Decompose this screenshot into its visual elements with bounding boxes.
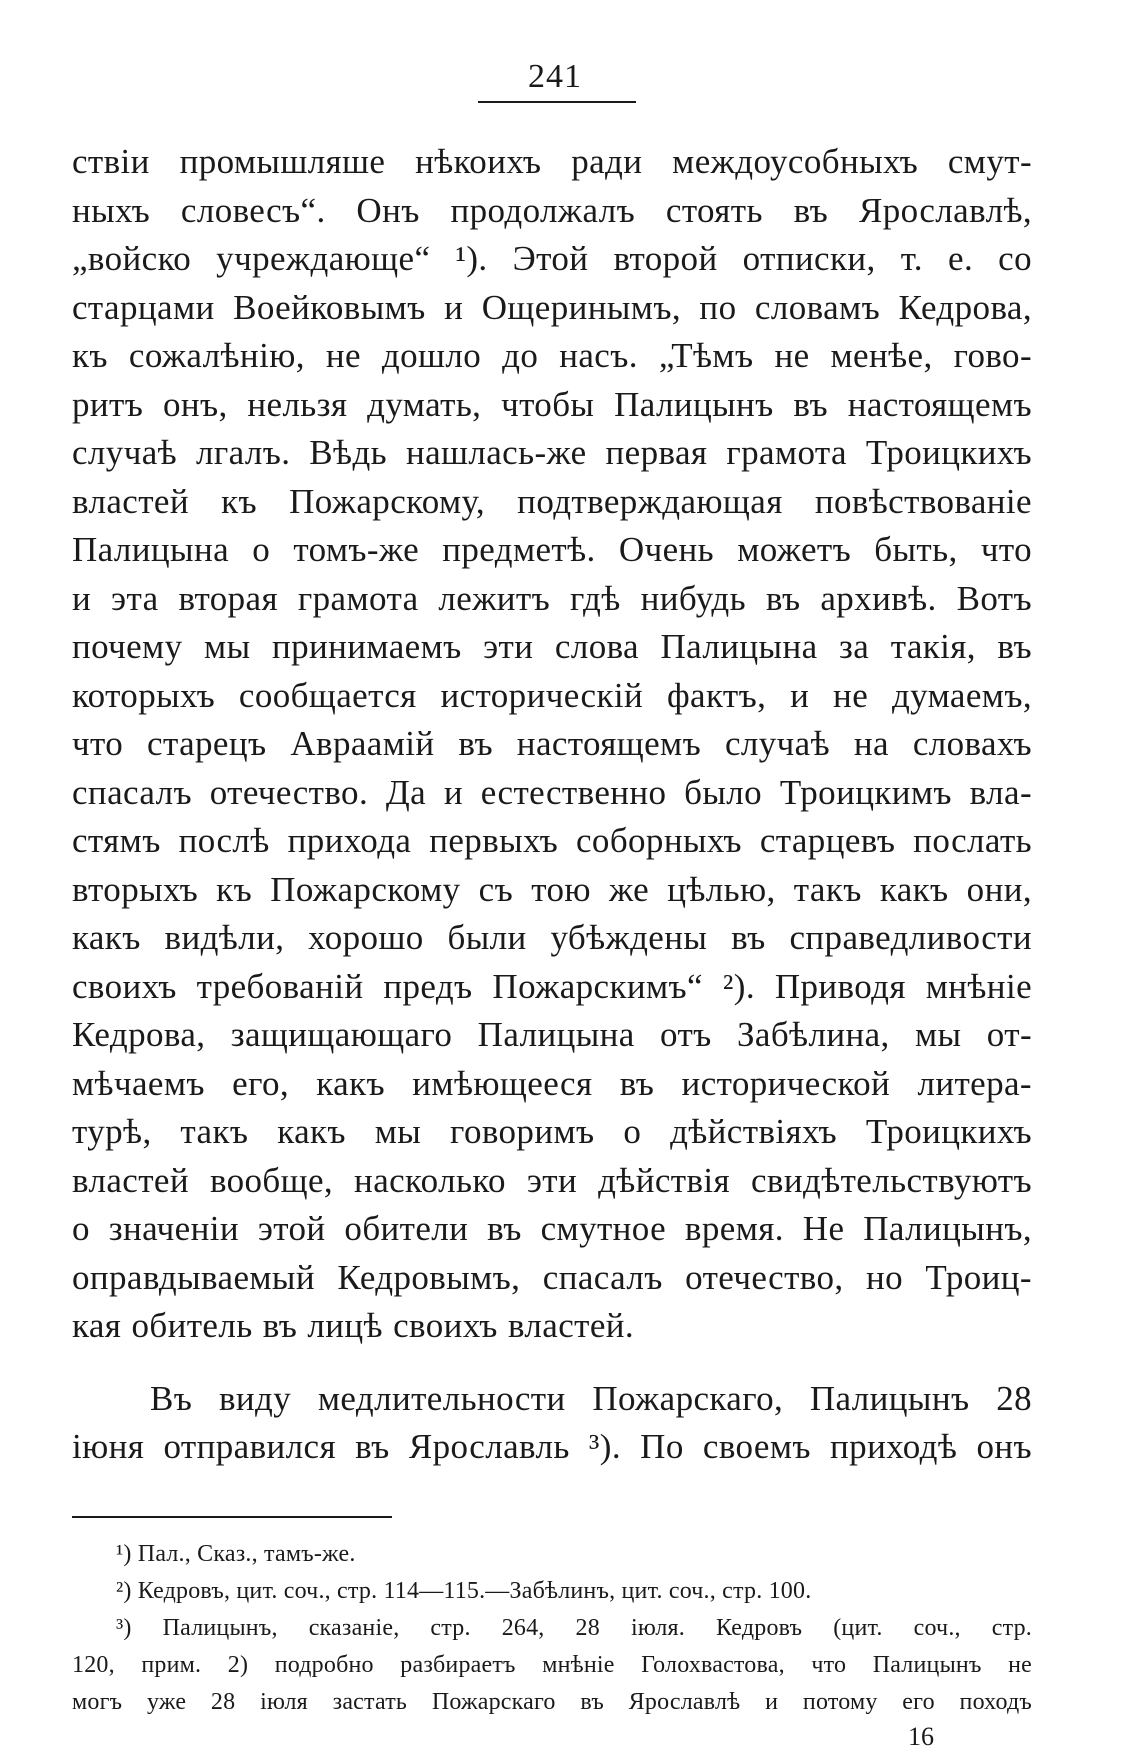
page-number-underline: [478, 101, 636, 103]
text-line: случаѣ лгалъ. Вѣдь нашлась-же первая грамота Троицкихъ: [72, 433, 1032, 472]
paragraph-gap: [72, 1351, 1032, 1375]
text-line: спасалъ отечество. Да и естественно было Троицкимъ вла-: [72, 772, 1032, 812]
text-line: о значеніи этой обители въ смутное время. Не Палицынъ,: [72, 1209, 1032, 1248]
footnote-3-continued: 120, прим. 2) подробно разбираетъ мнѣніе Голохвастова, что Палицынъ не: [72, 1652, 1032, 1678]
footnote-separator: [72, 1516, 392, 1518]
text-line: своихъ требованій предъ Пожарскимъ“ ²). Приводя мнѣніе: [72, 966, 1032, 1006]
text-line: вторыхъ къ Пожарскому съ тою же цѣлью, такъ какъ они,: [72, 869, 1032, 909]
text-line: ствіи промышляше нѣкоихъ ради междоусобныхъ смут-: [72, 142, 1032, 181]
text-line: старцами Воейковымъ и Ощеринымъ, по словамъ Кедрова,: [72, 287, 1032, 327]
text-line: Кедрова, защищающаго Палицына отъ Забѣлина, мы от-: [72, 1015, 1032, 1054]
text-line: какъ видѣли, хорошо были убѣждены въ справедливости: [72, 918, 1032, 957]
text-line: властей къ Пожарскому, подтверждающая повѣствованіе: [72, 481, 1032, 521]
text-line: къ сожалѣнію, не дошло до насъ. „Тѣмъ не менѣе, гово-: [72, 336, 1032, 375]
paragraph-2: [72, 1375, 1032, 1472]
text-line: Въ виду медлительности Пожарскаго, Палицынъ 28: [150, 1378, 1032, 1418]
body-text: [72, 138, 1032, 1472]
text-line: іюня отправился въ Ярославль ³). По своемъ приходѣ онъ: [72, 1427, 1032, 1466]
text-line: которыхъ сообщается историческій фактъ, и не думаемъ,: [72, 675, 1032, 715]
text-line: турѣ, такъ какъ мы говоримъ о дѣйствіяхъ Троицкихъ: [72, 1112, 1032, 1151]
text-line: и эта вторая грамота лежитъ гдѣ нибудь въ архивѣ. Вотъ: [72, 578, 1032, 618]
paragraph-1: [72, 138, 1032, 1351]
text-line: кая обитель въ лицѣ своихъ властей.: [72, 1306, 635, 1345]
footnotes: [72, 1536, 1032, 1721]
text-line: властей вообще, насколько эти дѣйствія свидѣтельствуютъ: [72, 1160, 1032, 1200]
text-line: „войско учреждающе“ ¹). Этой второй отписки, т. е. со: [72, 239, 1032, 278]
footnote-2: ²) Кедровъ, цит. соч., стр. 114—115.—Забѣлинъ, цит. соч., стр. 100.: [116, 1578, 812, 1604]
footnote-1: ¹) Пал., Сказ., тамъ-же.: [116, 1541, 356, 1567]
page-number: 241: [528, 58, 582, 95]
text-line: что старецъ Авраамій въ настоящемъ случаѣ на словахъ: [72, 724, 1032, 763]
text-line: мѣчаемъ его, какъ имѣющееся въ исторической литера-: [72, 1063, 1032, 1103]
printer-signature-mark: 16: [908, 1722, 934, 1751]
text-line: ныхъ словесъ“. Онъ продолжалъ стоять въ Ярославлѣ,: [72, 190, 1032, 230]
text-line: почему мы принимаемъ эти слова Палицына за такія, въ: [72, 627, 1032, 666]
text-line: ритъ онъ, нельзя думать, чтобы Палицынъ въ настоящемъ: [72, 384, 1032, 424]
footnote-3-continued: могъ уже 28 іюля застать Пожарскаго въ Ярославлѣ и потому его походъ: [72, 1689, 1032, 1715]
footnote-3: ³) Палицынъ, сказаніе, стр. 264, 28 іюля. Кедровъ (цит. соч., стр.: [116, 1615, 1032, 1641]
text-line: стямъ послѣ прихода первыхъ соборныхъ старцевъ послать: [72, 821, 1032, 860]
text-line: оправдываемый Кедровымъ, спасалъ отечество, но Троиц-: [72, 1257, 1032, 1297]
text-line: Палицына о томъ-же предметѣ. Очень можетъ быть, что: [72, 530, 1032, 569]
